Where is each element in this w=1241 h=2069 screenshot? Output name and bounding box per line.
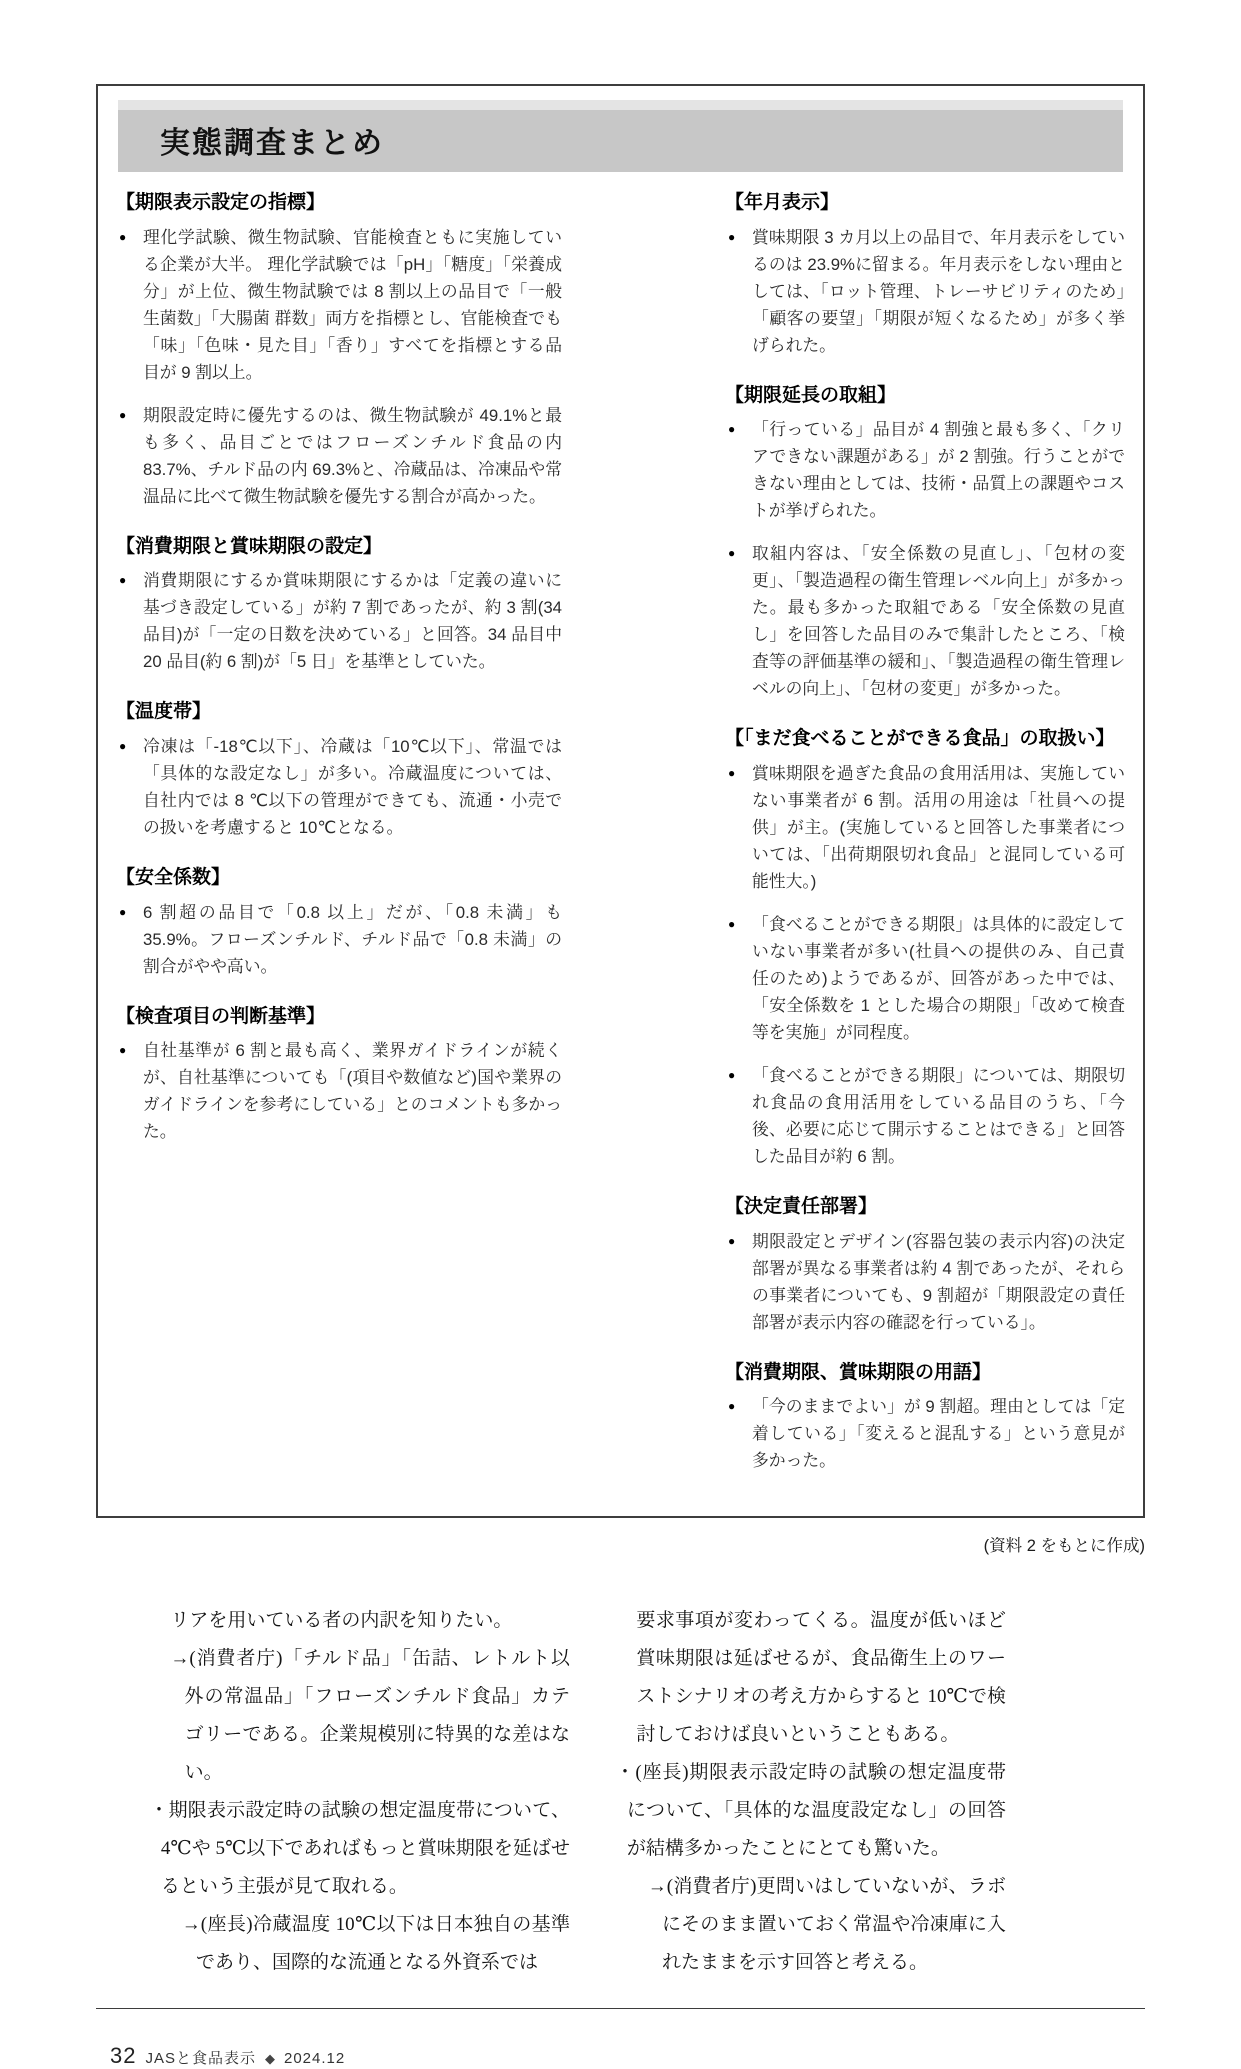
bullet-item [725,540,1125,702]
bullet-item [725,760,1125,895]
bullet-text: 「行っている」品目が 4 割強と最も多く、「クリアできない課題がある」が 2 割強。行うことができない理由としては、技術・品質上の課題やコストが挙げられた。 [752,420,1125,521]
bullet-text: 消費期限にするか賞味期限にするかは「定義の違いに基づき設定している」が約 7 割であったが、約 3 割(34 品目)が「一定の日数を決めている」と回答。34 品目中 20 品目(約 6 割)が「5 日」を基準としていた。 [143,571,562,672]
discussion [140,1602,1241,1982]
box-section [116,534,562,676]
title-banner [118,100,1123,172]
bullet-text: 冷凍は「-18℃以下」、冷蔵は「10℃以下」、常温では「具体的な設定なし」が多い。冷蔵温度については、自社内では 8 ℃以下の管理ができても、流通・小売での扱いを考慮すると 10℃となる。 [143,736,562,837]
footer [110,2043,1241,2069]
bullet-text: 自社基準が 6 割と最も高く、業界ガイドラインが続くが、自社基準についても「(項目や数値など)国や業界のガイドラインを参考にしている」とのコメントも多かった。 [143,1041,562,1142]
section-heading: 【期限表示設定の指標】 [116,192,326,213]
bullet-dot-icon: ● [119,1043,127,1058]
discussion-item: 要求事項が変わってくる。温度が低いほど賞味期限は延ばせるが、食品衛生上のワーストシナリオの考え方からすると 10℃で検討しておけば良いということもある。 [636,1610,1006,1746]
bullet-item [116,567,562,675]
discussion-item: ・(座長)期限表示設定時の試験の想定温度帯について、「具体的な温度設定なし」の回答が結構多かったことにとても驚いた。 [615,1762,1006,1860]
diamond-icon: ◆ [265,2051,275,2067]
bullet-item [725,1228,1125,1336]
discussion-item: →(消費者庁)更問いはしていないが、ラボにそのまま置いておく常温や冷凍庫に入れたままを示す回答と考える。 [647,1876,1006,1974]
bullet-dot-icon: ● [119,573,127,588]
discussion-column-right [606,1602,1006,1982]
page-number: 32 [110,2043,137,2069]
box-section [116,699,562,841]
section-heading: 【年月表示】 [725,192,840,213]
bullet-dot-icon: ● [728,916,736,931]
bullet-item [116,224,562,386]
bullet-dot-icon: ● [728,422,736,437]
bullet-text: 理化学試験、微生物試験、官能検査ともに実施している企業が大半。 理化学試験では「pH」「糖度」「栄養成分」が上位、微生物試験では 8 割以上の品目で「一般生菌数」「大腸菌 群数」両方を指標とし、官能検査でも「味」「色味・見た目」「香り」すべてを指標とする品目が 9 割以上。 [143,227,562,382]
bullet-text: 賞味期限 3 カ月以上の品目で、年月表示をしているのは 23.9%に留まる。年月表示をしない理由としては、「ロット管理、トレーサビリティのため」「顧客の要望」「期限が短くなるため」が多く挙げられた。 [752,227,1125,355]
bullet-item [116,733,562,841]
bullet-dot-icon: ● [728,546,736,561]
bullet-dot-icon: ● [119,407,127,422]
footer-rule [96,2008,1145,2009]
section-heading: 【検査項目の判断基準】 [116,1005,326,1027]
bullet-dot-icon: ● [728,765,736,780]
summary-box [96,84,1145,1518]
page-title: 実態調査まとめ [118,110,1123,172]
bullet-text: 期限設定時に優先するのは、微生物試験が 49.1%と最も多く、品目ごとではフローズンチルド食品の内 83.7%、チルド品の内 69.3%と、冷蔵品は、冷凍品や常温品に比べて微生物試験を優先する割合が高かった。 [143,405,562,506]
discussion-item: →(座長)冷蔵温度 10℃以下は日本独自の基準であり、国際的な流通となる外資系では [181,1914,570,1974]
box-column-right [725,182,1125,1490]
bullet-dot-icon: ● [119,738,127,753]
box-columns [116,182,1125,1490]
bullet-text: 「今のままでよい」が 9 割超。理由としては「定着している」「変えると混乱する」という意見が多かった。 [752,1397,1125,1471]
section-heading: 【温度帯】 [116,701,212,723]
box-section [116,190,562,510]
bullet-item [116,402,562,510]
bullet-text: 「食べることができる期限」については、期限切れ食品の食用活用をしている品目のうち、「今後、必要に応じて開示することはできる」と回答した品目が約 6 割。 [752,1065,1125,1166]
bullet-text: 取組内容は、「安全係数の見直し」、「包材の変更」、「製造過程の衛生管理レベル向上」が多かった。最も多かった取組である「安全係数の見直し」を回答した品目のみで集計したところ、「検査等の評価基準の緩和」、「製造過程の衛生管理レベルの向上」、「包材の変更」が多かった。 [752,544,1125,699]
bullet-item [725,911,1125,1046]
section-heading: 【消費期限と賞味期限の設定】 [116,535,383,557]
section-heading: 【「まだ食べることができる食品」の取扱い】 [725,728,1115,750]
bullet-dot-icon: ● [119,229,127,244]
bullet-dot-icon: ● [728,229,736,244]
box-column-left [116,182,562,1490]
bullet-item [725,416,1125,524]
bullet-item [725,1393,1125,1474]
box-section [725,1194,1125,1336]
box-section [116,1004,562,1146]
bullet-dot-icon: ● [728,1067,736,1082]
bullet-item [116,1037,562,1145]
discussion-item: →(消費者庁)「チルド品」「缶詰、レトルト以外の常温品」「フローズンチルド食品」カテゴリーである。企業規模別に特異的な差はない。 [170,1648,570,1784]
section-heading: 【期限延長の取組】 [725,384,897,406]
source-note: (資料 2 をもとに作成) [983,1537,1145,1556]
bullet-item [725,224,1125,359]
bullet-dot-icon: ● [119,904,127,919]
box-section [725,190,1125,359]
discussion-item: ・期限表示設定時の試験の想定温度帯について、4℃や 5℃以下であればもっと賞味期限を延ばせるという主張が見て取れる。 [149,1800,570,1898]
box-section [116,865,562,980]
box-section [725,726,1125,1170]
title-banner-accent [118,100,1123,110]
bullet-item [116,899,562,980]
discussion-column-left [140,1602,570,1982]
box-section [725,383,1125,703]
bullet-dot-icon: ● [728,1233,736,1248]
section-heading: 【決定責任部署】 [725,1195,878,1217]
discussion-item: リアを用いている者の内訳を知りたい。 [170,1610,513,1632]
box-section [725,1360,1125,1475]
journal-title: JASと食品表示 [145,2050,256,2068]
bullet-text: 期限設定とデザイン(容器包装の表示内容)の決定部署が異なる事業者は約 4 割であったが、それらの事業者についても、9 割超が「期限設定の責任部署が表示内容の確認を行っている」。 [752,1231,1125,1332]
bullet-dot-icon: ● [728,1399,736,1414]
bullet-text: 賞味期限を過ぎた食品の食用活用は、実施していない事業者が 6 割。活用の用途は「社員への提供」が主。(実施していると回答した事業者については、「出荷期限切れ食品」と混同している可能性大。) [752,763,1125,891]
section-heading: 【消費期限、賞味期限の用語】 [725,1361,992,1383]
issue-date: 2024.12 [284,2050,346,2068]
bullet-item [725,1062,1125,1170]
bullet-text: 6 割超の品目で「0.8 以上」だが、「0.8 未満」も 35.9%。フローズンチルド、チルド品で「0.8 未満」の割合がやや高い。 [143,902,562,976]
section-heading: 【安全係数】 [116,866,231,888]
bullet-text: 「食べることができる期限」は具体的に設定していない事業者が多い(社員への提供のみ、自己責任のため)ようであるが、回答があった中では、「安全係数を 1 とした場合の期限」「改めて検査等を実施」が同程度。 [752,914,1125,1042]
